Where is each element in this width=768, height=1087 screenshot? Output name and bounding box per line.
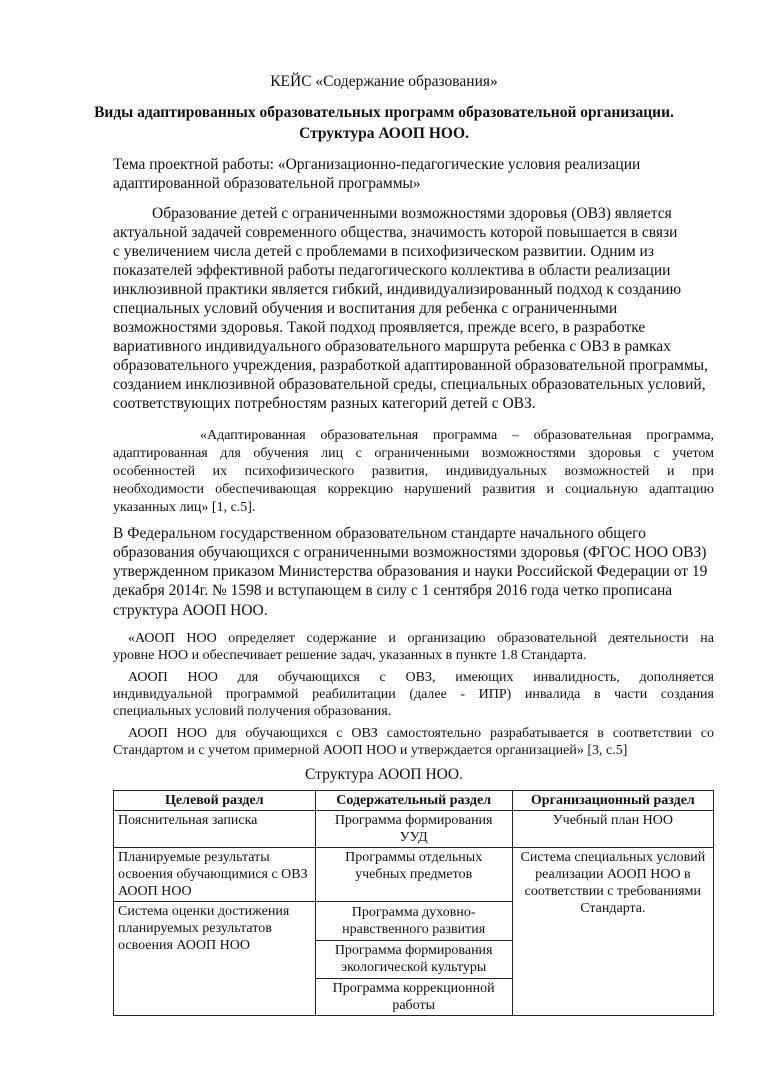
text-line: указанных лиц» [1, с.5].	[113, 500, 256, 515]
text-line: образования обучающихся с ограниченными возможностями здоровья (ФГОС НОО ОВЗ)	[113, 544, 707, 561]
table-row	[114, 811, 714, 848]
text-line: утвержденном приказом Министерства образования и науки Российской Федерации от 19	[113, 563, 708, 580]
text-line: соответствующих потребностям разных категорий детей с ОВЗ.	[113, 395, 536, 412]
text-line: актуальной задачей современного общества, значимость которой повышается в связи	[113, 224, 678, 241]
text-line: показателей эффективной работы педагогического коллектива в области реализации	[113, 262, 671, 279]
table-cell: Программы отдельных учебных предметов	[315, 848, 512, 902]
program-item: Программа формирования экологической культуры	[316, 940, 512, 976]
table-cell: Планируемые результаты освоения обучающимися с ОВЗ АООП НОО	[114, 848, 316, 902]
program-item: Программа коррекционной работы	[316, 978, 512, 1014]
heading-line-2: Структура АООП НОО.	[299, 125, 469, 142]
text-line: особенностей их психофизического развития, индивидуальных возможностей и при	[113, 464, 714, 479]
table-cell: Система специальных условий реализации АООП НОО в соответствии с требованиями Стандарта.	[512, 848, 713, 1016]
text-line: Стандартом и с учетом примерной АООП НОО и утверждается организацией» [3, с.5]	[113, 743, 628, 758]
text-line: образовательного учреждения, разработкой адаптированной образовательной программы,	[113, 357, 708, 374]
column-header: Целевой раздел	[114, 791, 316, 811]
text-line: специальных условий получения образования.	[113, 704, 392, 719]
table-cell: Программа формирования УУД	[315, 811, 512, 848]
heading-line-1: Виды адаптированных образовательных программ образовательной организации.	[94, 104, 674, 121]
topic-line-2: адаптированной образовательной программы»	[113, 175, 421, 192]
text-line: адаптированная для обучения лиц с ограниченными возможностями здоровья с учетом	[113, 446, 714, 461]
table-cell: Система оценки достижения планируемых результатов освоения АООП НОО	[114, 902, 316, 1016]
case-title: КЕЙС «Содержание образования»	[270, 73, 498, 90]
text-line: вариативного индивидуального образовательного маршрута ребенка с ОВЗ в рамках	[113, 338, 671, 355]
table-cell-group	[315, 902, 512, 1016]
text-line: специальных условий обучения и воспитания для ребенка с ограниченными	[113, 300, 618, 317]
column-header: Организационный раздел	[512, 791, 713, 811]
text-line: возможностями здоровья. Такой подход проявляется, прежде всего, в разработке	[113, 319, 646, 336]
table-caption: Структура АООП НОО.	[305, 766, 463, 783]
text-line: структура АООП НОО.	[113, 602, 268, 619]
text-line: декабря 2014г. № 1598 и вступающем в силу с 1 сентября 2016 года четко прописана	[113, 582, 673, 599]
table-row	[114, 848, 714, 902]
text-line: инклюзивной практики является гибкий, индивидуализированный подход к созданию	[113, 281, 682, 298]
text-line: «Адаптированная образовательная программа – образовательная программа,	[200, 428, 714, 443]
structure-table	[113, 790, 714, 1016]
column-header: Содержательный раздел	[315, 791, 512, 811]
text-line: созданием инклюзивной образовательной среды, специальных образовательных условий,	[113, 376, 706, 393]
text-line: В Федеральном государственном образовательном стандарте начального общего	[113, 525, 646, 542]
text-line: уровне НОО и обеспечивает решение задач, указанных в пункте 1.8 Стандарта.	[113, 648, 587, 663]
text-line: АООП НОО для обучающихся с ОВЗ самостоятельно разрабатывается в соответствии со	[128, 726, 714, 741]
topic-line-1: Тема проектной работы: «Организационно-педагогические условия реализации	[113, 156, 641, 173]
table-header-row	[114, 791, 714, 811]
text-line: необходимости обеспечивающая коррекцию нарушений развития и социальную адаптацию	[113, 482, 714, 497]
text-line: индивидуальной программой реабилитации (далее - ИПР) инвалида в части создания	[113, 687, 714, 702]
text-line: «АООП НОО определяет содержание и организацию образовательной деятельности на	[128, 631, 714, 646]
text-line: с увеличением числа детей с проблемами в психофизическом развитии. Одним из	[113, 243, 654, 260]
program-item: Программа духовно-нравственного развития	[342, 905, 486, 937]
table-cell: Пояснительная записка	[114, 811, 316, 848]
text-line: Образование детей с ограниченными возможностями здоровья (ОВЗ) является	[152, 205, 672, 222]
table-cell: Учебный план НОО	[512, 811, 713, 848]
text-line: АООП НОО для обучающихся с ОВЗ, имеющих инвалидность, дополняется	[128, 670, 714, 685]
